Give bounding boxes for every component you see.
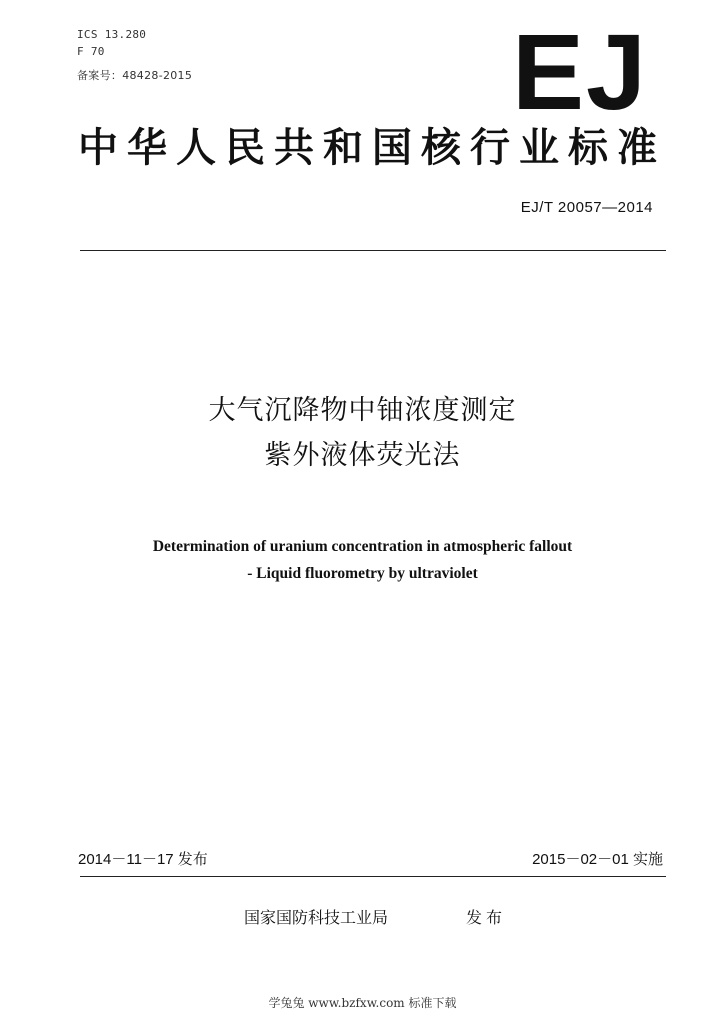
ics-code: ICS 13.280 xyxy=(77,28,147,41)
header-divider xyxy=(80,250,666,251)
organization-title: 中华人民共和国核行业标准 xyxy=(78,125,666,171)
classification-code: F 70 xyxy=(77,45,105,58)
watermark-footer[interactable]: 学兔兔 www.bzfxw.com 标准下载 xyxy=(268,996,457,1010)
issuer-name: 国家国防科技工业局 xyxy=(244,908,389,927)
publish-date: 2014－11－17 发布 xyxy=(78,851,208,868)
cn-title-line2: 紫外液体荧光法 xyxy=(264,440,461,471)
record-number: 备案号：48428-2015 xyxy=(77,69,193,82)
issue-label: 发布 xyxy=(466,908,507,927)
standard-number: EJ/T 20057—2014 xyxy=(520,199,653,216)
cn-title-line1: 大气沉降物中铀浓度测定 xyxy=(208,395,517,426)
implement-date: 2015－02－01 实施 xyxy=(532,851,663,868)
en-title-line1: Determination of uranium concentration in atmospheric fallout xyxy=(152,538,573,555)
en-title-line2: - Liquid fluorometry by ultraviolet xyxy=(247,565,478,582)
footer-divider xyxy=(80,876,666,877)
standard-logo: EJ xyxy=(512,11,649,132)
